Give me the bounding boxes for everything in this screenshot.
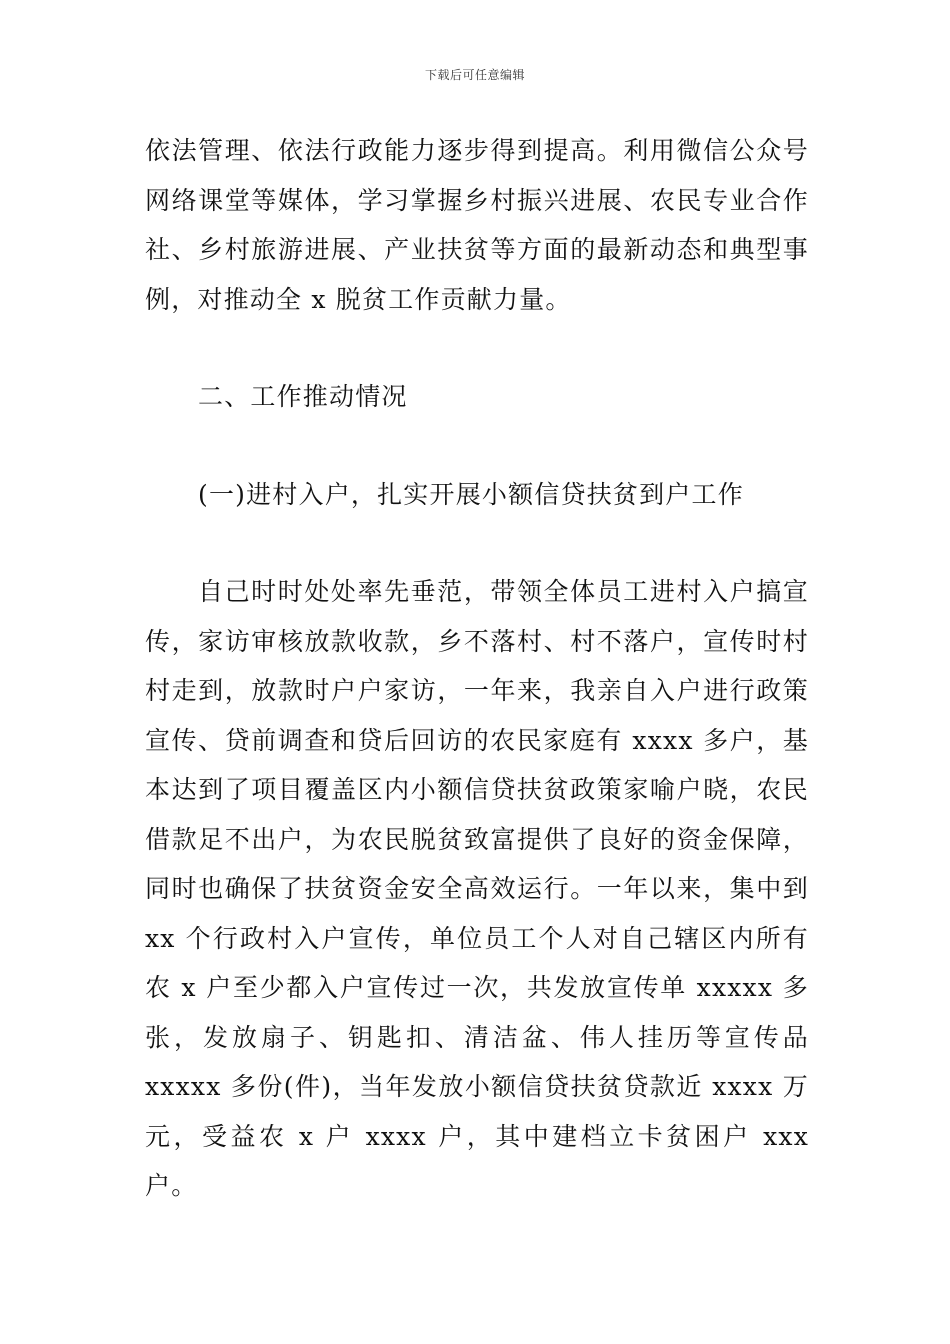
- subsection-heading: (一)进村入户，扎实开展小额信贷扶贫到户工作: [198, 479, 744, 509]
- section-heading: 二、工作推动情况: [198, 382, 408, 411]
- page-header: 下载后可任意编辑: [424, 68, 525, 82]
- paragraph-continued: 依法管理、依法行政能力逐步得到提高。利用微信公众号网络课堂等媒体，学习掌握乡村振兴进展、农民专业合作社、乡村旅游进展、产业扶贫等方面的最新动态和典型事例，对推动全 x 脱贫工作贡献力量。: [145, 136, 809, 314]
- paragraph-main: 自己时时处处率先垂范，带领全体员工进村入户搞宣传，家访审核放款收款，乡不落村、村不落户，宣传时村村走到，放款时户户家访，一年来，我亲自入户进行政策宣传、贷前调查和贷后回访的农民家庭有 xxxx 多户，基本达到了项目覆盖区内小额信贷扶贫政策家喻户晓，农民借款足不出户，为农民脱贫致富提供了良好的资金保障，同时也确保了扶贫资金安全高效运行。一年以来，集中到 xx 个行政村入户宣传，单位员工个人对自己辖区内所有农 x 户至少都入户宣传过一次，共发放宣传单 xxxxx 多张，发放扇子、钥匙扣、清洁盆、伟人挂历等宣传品 xxxxx 多份(件)，当年发放小额信贷扶贫贷款近 xxxx 万元，受益农 x 户 xxxx 户，其中建档立卡贫困户 xxx 户。: [145, 577, 809, 1200]
- document-body: [145, 126, 809, 1211]
